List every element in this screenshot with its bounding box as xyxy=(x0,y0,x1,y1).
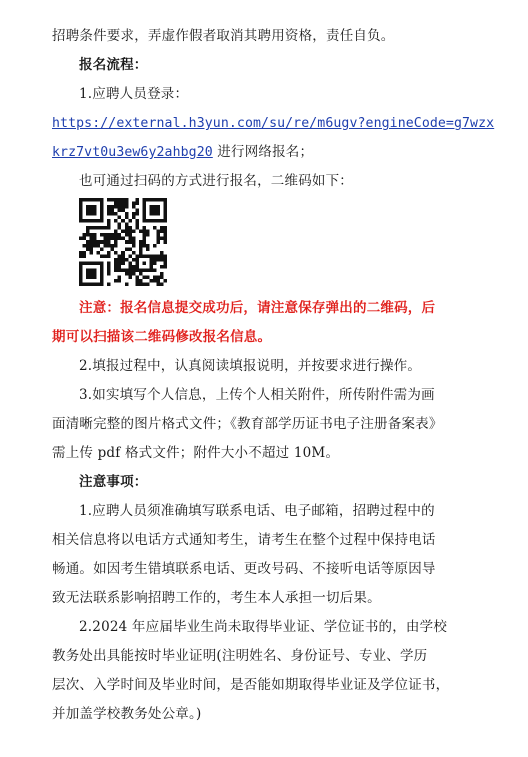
registration-link-line xyxy=(52,109,495,138)
qr-code-container xyxy=(52,198,492,294)
notice-line-1: 注意：报名信息提交成功后，请注意保存弹出的二维码，后 xyxy=(79,300,436,316)
notes-heading: 注意事项： xyxy=(79,474,148,490)
step-1-text: 1.应聘人员登录： xyxy=(79,86,189,102)
step-3-text-cont: 面清晰完整的图片格式文件；《教育部学历证书电子注册备案表》 xyxy=(52,416,443,432)
step-3-text: 3.如实填写个人信息，上传个人相关附件，所传附件需为画 xyxy=(79,387,435,403)
link-suffix-text: 进行网络报名； xyxy=(212,144,314,160)
note-2-text-cont-2: 层次、入学时间及毕业时间，是否能如期取得毕业证及学位证书， xyxy=(52,677,450,693)
registration-link-line-2 xyxy=(52,138,492,167)
note-1-text-end: 致无法联系影响招聘工作的，考生本人承担一切后果。 xyxy=(52,590,381,606)
registration-link[interactable]: https://external.h3yun.com/su/re/m6ugv?engineCode=g7wzx xyxy=(52,116,495,131)
note-1-text-cont-2: 畅通。如因考生错填联系电话、更改号码、不接听电话等原因导 xyxy=(52,561,436,577)
registration-link-continued[interactable]: krz7vt0u3ew6y2ahbg20 xyxy=(52,145,213,160)
step-3-text-end: 需上传 pdf 格式文件；附件大小不超过 10M。 xyxy=(52,445,340,461)
step-2-text: 2.填报过程中，认真阅读填报说明，并按要求进行操作。 xyxy=(79,358,422,374)
paragraph-line: 招聘条件要求，弄虚作假者取消其聘用资格，责任自负。 xyxy=(52,28,395,44)
notice-line-2: 期可以扫描该二维码修改报名信息。 xyxy=(52,329,272,345)
note-2-text: 2.2024 年应届毕业生尚未取得毕业证、学位证书的，由学校 xyxy=(79,619,448,635)
scan-instruction: 也可通过扫码的方式进行报名，二维码如下： xyxy=(79,173,353,189)
note-2-text-cont: 教务处出具能按时毕业证明(注明姓名、身份证号、专业、学历 xyxy=(52,648,428,664)
process-heading: 报名流程： xyxy=(79,57,148,73)
note-1-text-cont: 相关信息将以电话方式通知考生，请考生在整个过程中保持电话 xyxy=(52,532,436,548)
note-2-text-end: 并加盖学校教务处公章。) xyxy=(52,706,202,722)
qr-code-icon xyxy=(79,198,167,286)
note-1-text: 1.应聘人员须准确填写联系电话、电子邮箱，招聘过程中的 xyxy=(79,503,435,519)
